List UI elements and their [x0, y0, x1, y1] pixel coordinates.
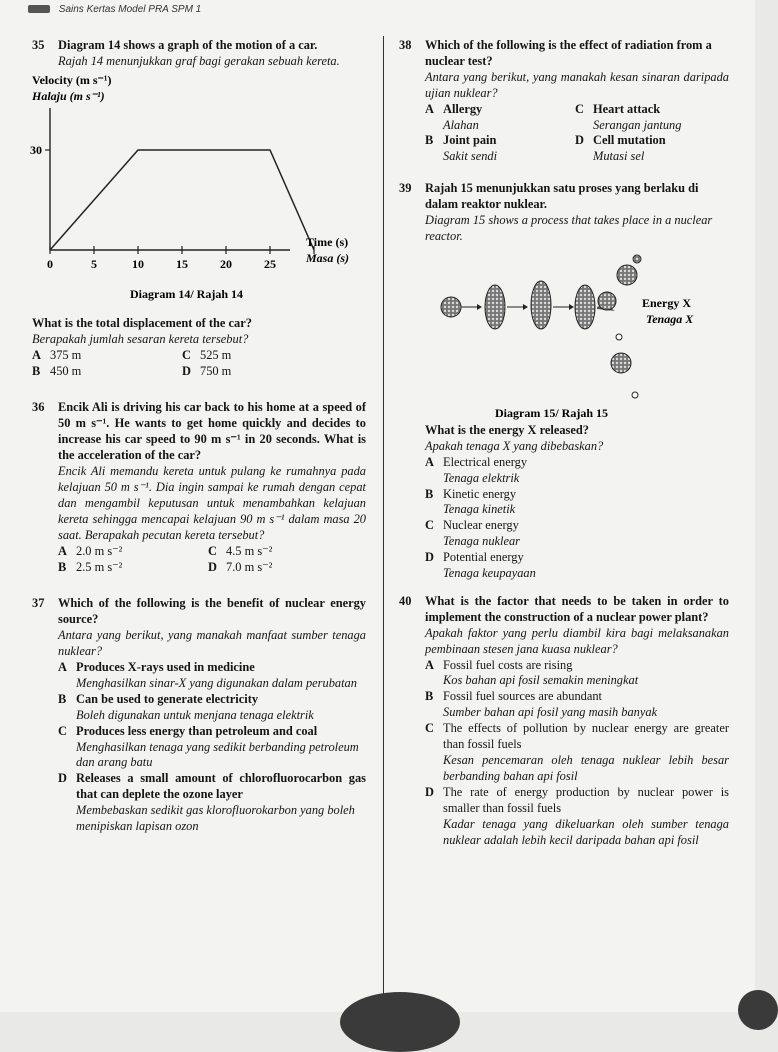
option-b[interactable]: B 2.5 m s⁻²	[58, 559, 123, 574]
question-text-en: Which of the following is the effect of radiation from a nuclear test?	[425, 38, 712, 68]
option-d[interactable]: D Potential energy Tenaga keupayaan	[425, 550, 536, 581]
neutron-out-icon	[633, 255, 641, 263]
x-axis-label-en: Time (s)	[306, 234, 349, 249]
option-d[interactable]: D Cell mutation Mutasi sel	[575, 133, 666, 164]
x-tick-label: 5	[91, 256, 97, 271]
option-a[interactable]: A Allergy Alahan	[425, 101, 483, 132]
option-b[interactable]: B Kinetic energy Tenaga kinetik	[425, 486, 517, 517]
question-text-en: Diagram 14 shows a graph of the motion of a car.	[58, 38, 318, 52]
option-c[interactable]: C Nuclear energy Tenaga nuklear	[425, 518, 520, 549]
arrow-1-head	[477, 304, 482, 310]
q38-options	[425, 102, 729, 166]
option-d[interactable]: D 750 m	[182, 363, 232, 378]
question-38	[399, 38, 729, 165]
x-tick-label: 10	[132, 256, 144, 271]
unstable-nucleus-icon	[531, 281, 551, 329]
question-text-en: Which of the following is the benefit of nuclear energy source?	[58, 596, 366, 627]
column-divider	[383, 36, 384, 1011]
question-text-ms: Rajah 14 menunjukkan graf bagi gerakan sebuah kereta.	[58, 53, 340, 68]
q35-options	[32, 348, 366, 380]
question-35	[32, 38, 366, 70]
question-text-ms: Apakah faktor yang perlu diambil kira bagi melaksanakan pembinaan stesen jana kuasa nuklear?	[425, 625, 729, 656]
header-title: Sains Kertas Model PRA SPM 1	[58, 4, 202, 15]
option-c[interactable]: C 4.5 m s⁻²	[208, 543, 273, 558]
y-tick-label: 30	[30, 142, 42, 157]
ask-text-ms: Apakah tenaga X yang dibebaskan?	[425, 438, 604, 453]
question-40	[399, 594, 729, 849]
page-header	[28, 4, 201, 15]
velocity-line	[50, 150, 314, 250]
product-nucleus-icon	[617, 265, 637, 285]
option-a[interactable]: A 375 m	[32, 347, 82, 362]
x-tick-label: 15	[176, 256, 188, 271]
question-35-ask	[32, 316, 366, 380]
x-tick-label: 20	[220, 256, 232, 271]
question-39-ask	[399, 423, 729, 582]
right-column	[399, 38, 729, 848]
product-nucleus-icon	[598, 292, 616, 310]
uranium-nucleus-icon	[485, 285, 505, 329]
fission-diagram	[399, 245, 729, 423]
option-b[interactable]: B Fossil fuel sources are abundant Sumber bahan api fosil yang masih banyak	[425, 689, 658, 720]
question-number: 37	[32, 596, 45, 611]
question-36	[32, 400, 366, 575]
ask-text-en: What is the total displacement of the car?	[32, 315, 252, 330]
option-c[interactable]: C The effects of pollution by nuclear energy are greater than fossil fuels Kesan pencemaran oleh tenaga nuklear lebih besar berbanding bahan api fosil	[425, 721, 729, 783]
question-text-en: Diagram 15 shows a process that takes place in a nuclear reactor.	[425, 213, 713, 243]
figure-caption: Diagram 14/ Rajah 14	[130, 286, 243, 301]
question-text-ms: Encik Ali memandu kereta untuk pulang ke rumahnya pada kelajuan 50 m s⁻¹. Dia ingin sampai ke rumah dengan cepat dan mengambil keputusan untuk menambahkan kelajuan kereta sehingga mencapai kelajuan 90 m s⁻¹ dalam masa 20 saat. Berapakah pecutan kereta tersebut?	[58, 464, 366, 542]
question-39	[399, 181, 729, 245]
option-a[interactable]: A Electrical energy Tenaga elektrik	[425, 454, 528, 485]
y-axis-label-ms: Halaju (m s⁻¹)	[32, 88, 105, 103]
energy-x-label-en: Energy X	[642, 295, 691, 310]
question-text-ms: Antara yang berikut, yang manakah kesan sinaran daripada ujian nuklear?	[425, 69, 729, 100]
ask-text-en: What is the energy X released?	[425, 422, 589, 437]
ask-text-ms: Berapakah jumlah sesaran kereta tersebut?	[32, 331, 249, 346]
question-number: 39	[399, 181, 412, 196]
product-nucleus-icon	[611, 353, 631, 373]
neutron-out-icon	[616, 334, 622, 340]
neutron-out-icon	[632, 392, 638, 398]
option-b[interactable]: B Joint pain Sakit sendi	[425, 133, 498, 164]
x-axis-label-ms: Masa (s)	[306, 250, 350, 265]
question-text-en: What is the factor that needs to be taken in order to implement the construction of a nuclear power plant?	[425, 593, 729, 624]
question-number: 38	[399, 38, 412, 52]
option-a[interactable]: A Produces X-rays used in medicine Menghasilkan sinar-X yang digunakan dalam perubatan	[58, 660, 357, 690]
option-c[interactable]: C Heart attack Serangan jantung	[575, 101, 682, 132]
neutron-icon	[441, 297, 461, 317]
option-d[interactable]: D Releases a small amount of chlorofluorocarbon gas that can deplete the ozone layer Membebaskan sedikit gas klorofluorokarbon yang boleh menipiskan lapisan ozon	[58, 771, 366, 834]
x-tick-label: 25	[264, 256, 276, 271]
question-number: 36	[32, 400, 45, 415]
velocity-time-graph	[32, 72, 366, 302]
page-shadow-decoration	[738, 990, 778, 1030]
option-d[interactable]: D 7.0 m s⁻²	[208, 559, 273, 574]
option-b[interactable]: B 450 m	[32, 363, 82, 378]
question-text-en: Encik Ali is driving his car back to his home at a speed of 50 m s⁻¹. He wants to get home quickly and decides to increase his car speed to 90 m s⁻¹ in 20 seconds. What is the acceleration of the car?	[58, 400, 366, 463]
option-a[interactable]: A 2.0 m s⁻²	[58, 543, 123, 558]
page-shadow-decoration	[340, 992, 460, 1052]
energy-x-label-ms: Tenaga X	[646, 311, 694, 326]
option-a[interactable]: A Fossil fuel costs are rising Kos bahan api fosil semakin meningkat	[425, 657, 639, 688]
question-37	[32, 596, 366, 835]
left-column	[32, 38, 366, 835]
figure-caption: Diagram 15/ Rajah 15	[495, 405, 608, 420]
publisher-logo-icon	[28, 5, 50, 13]
q36-options	[58, 544, 366, 576]
question-text-ms-top: Rajah 15 menunjukkan satu proses yang berlaku di dalam reaktor nuklear.	[425, 181, 699, 212]
question-text-ms: Antara yang berikut, yang manakah manfaat sumber tenaga nuklear?	[58, 628, 366, 659]
x-tick-label: 0	[47, 256, 53, 271]
arrow-2-head	[523, 304, 528, 310]
option-d[interactable]: D The rate of energy production by nuclear power is smaller than fossil fuels Kadar tenaga yang dikeluarkan oleh sumber tenaga nuklear adalah lebih kecil daripada bahan api fosil	[425, 784, 729, 847]
option-b[interactable]: B Can be used to generate electricity Boleh digunakan untuk menjana tenaga elektrik	[58, 691, 314, 722]
arrow-3-head	[569, 304, 574, 310]
option-c[interactable]: C Produces less energy than petroleum and coal Menghasilkan tenaga yang sedikit berbanding petroleum dan arang batu	[58, 723, 359, 770]
question-number: 35	[32, 38, 45, 52]
option-c[interactable]: C 525 m	[182, 347, 232, 362]
splitting-nucleus-icon	[575, 285, 595, 329]
question-number: 40	[399, 593, 412, 608]
y-axis-label-en: Velocity (m s⁻¹)	[32, 72, 112, 87]
